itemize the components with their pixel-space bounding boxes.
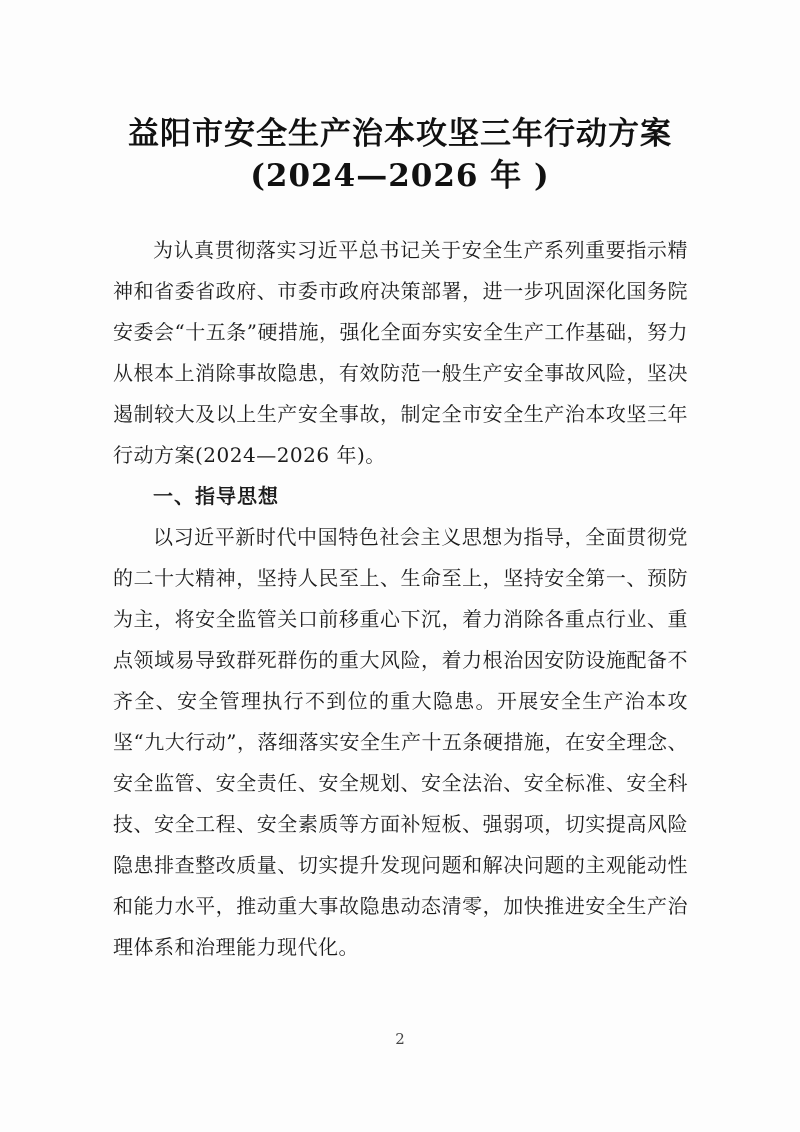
intro-paragraph: 为认真贯彻落实习近平总书记关于安全生产系列重要指示精神和省委省政府、市委市政府决策部署，进一步巩固深化国务院安委会“十五条”硬措施，强化全面夯实安全生产工作基础，努力从根本上消除事故隐患，有效防范一般生产安全事故风险，坚决遏制较大及以上生产安全事故，制定全市安全生产治本攻坚三年行动方案(2024—2026 年)。 bbox=[113, 238, 688, 467]
page-number: 2 bbox=[395, 1030, 405, 1048]
document-body bbox=[113, 230, 688, 968]
document-title: 益阳市安全生产治本攻坚三年行动方案 bbox=[128, 116, 672, 152]
section-heading-guiding-ideology: 一、指导思想 bbox=[153, 484, 279, 508]
document-title-years: (2024—2026 年 ) bbox=[250, 158, 550, 194]
section-paragraph-guiding-ideology: 以习近平新时代中国特色社会主义思想为指导，全面贯彻党的二十大精神，坚持人民至上、生命至上，坚持安全第一、预防为主，将安全监管关口前移重心下沉，着力消除各重点行业、重点领域易导致群死群伤的重大风险，着力根治因安防设施配备不齐全、安全管理执行不到位的重大隐患。开展安全生产治本攻坚“九大行动”，落细落实安全生产十五条硬措施，在安全理念、安全监管、安全责任、安全规划、安全法治、安全标准、安全科技、安全工程、安全素质等方面补短板、强弱项，切实提高风险隐患排查整改质量、切实提升发现问题和解决问题的主观能动性和能力水平，推动重大事故隐患动态清零，加快推进安全生产治理体系和治理能力现代化。 bbox=[113, 525, 688, 959]
